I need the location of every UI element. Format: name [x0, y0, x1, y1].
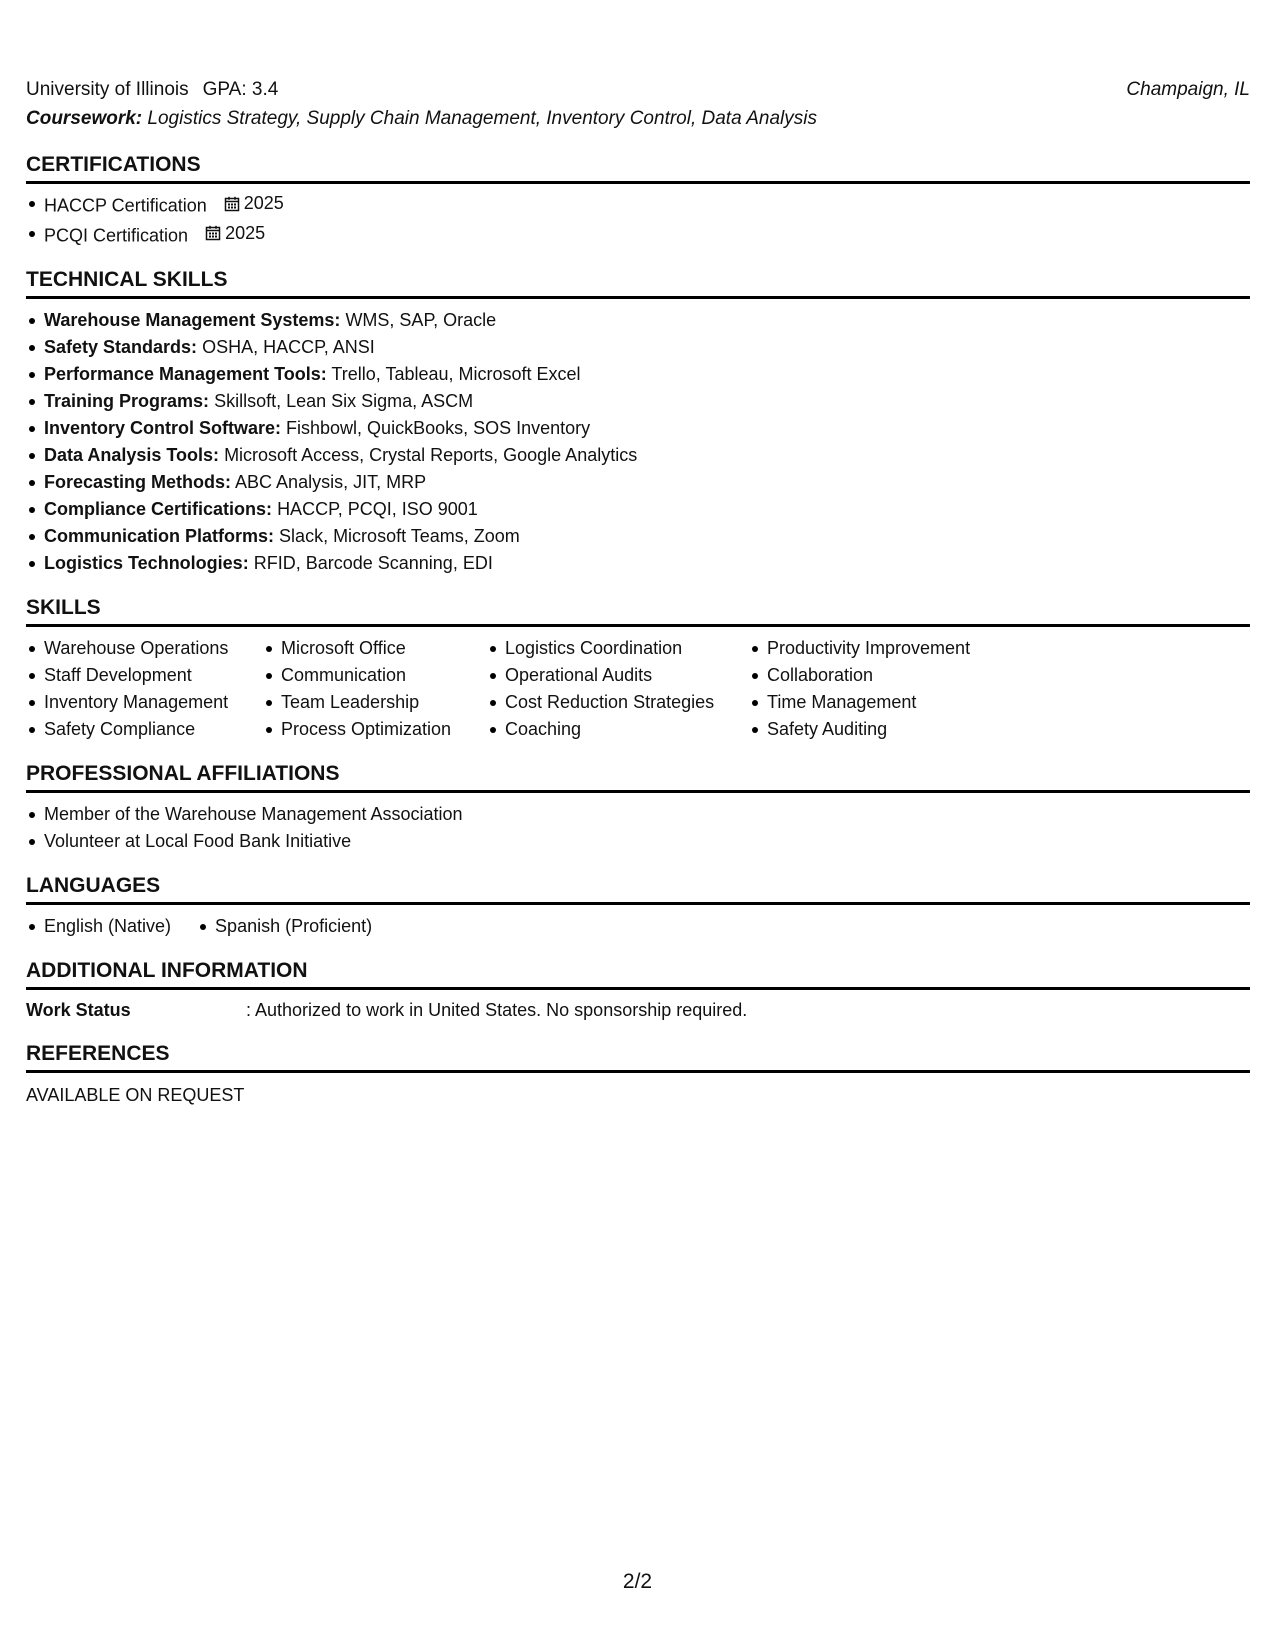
technical-skill-value: WMS, SAP, Oracle	[345, 310, 497, 330]
skill-item: Staff Development	[26, 662, 241, 689]
resume-page	[26, 76, 1250, 1108]
work-status-row	[26, 990, 1250, 1023]
section-title-languages: LANGUAGES	[26, 873, 1250, 905]
school-name: University of Illinois	[26, 79, 189, 100]
technical-skill-label: Warehouse Management Systems:	[44, 310, 341, 330]
section-title-affiliations: PROFESSIONAL AFFILIATIONS	[26, 761, 1250, 793]
skill-item: Process Optimization	[263, 716, 465, 743]
skill-item: Communication	[263, 662, 465, 689]
technical-skill-label: Performance Management Tools:	[44, 364, 327, 384]
technical-skill-label: Compliance Certifications:	[44, 499, 273, 519]
technical-skill-value: ABC Analysis, JIT, MRP	[235, 472, 427, 492]
technical-skill-item	[26, 469, 1250, 496]
skill-item: Safety Auditing	[749, 716, 1009, 743]
technical-skill-item	[26, 496, 1250, 523]
technical-skill-value: HACCP, PCQI, ISO 9001	[277, 499, 478, 519]
affiliation-item: Member of the Warehouse Management Association	[26, 801, 1250, 828]
certification-year: 2025	[243, 193, 284, 213]
technical-skill-item	[26, 388, 1250, 415]
page-number: 2/2	[622, 1570, 653, 1593]
technical-skill-value: OSHA, HACCP, ANSI	[202, 337, 375, 357]
gpa: GPA: 3.4	[202, 79, 279, 100]
technical-skill-label: Forecasting Methods:	[44, 472, 232, 492]
section-title-skills: SKILLS	[26, 595, 1250, 627]
school-location: Champaign, IL	[1126, 79, 1250, 100]
certification-item	[26, 220, 1250, 250]
technical-skill-item	[26, 361, 1250, 388]
technical-skill-item	[26, 334, 1250, 361]
calendar-icon	[224, 196, 240, 212]
skill-item: Logistics Coordination	[487, 635, 727, 662]
section-title-certifications: CERTIFICATIONS	[26, 152, 1250, 184]
technical-skill-label: Safety Standards:	[44, 337, 198, 357]
skill-item: Coaching	[487, 716, 727, 743]
skill-item: Operational Audits	[487, 662, 727, 689]
skill-item: Microsoft Office	[263, 635, 465, 662]
technical-skill-label: Training Programs:	[44, 391, 210, 411]
certification-name: HACCP Certification	[44, 195, 207, 216]
languages-list	[26, 905, 1250, 940]
coursework-list: Logistics Strategy, Supply Chain Management, Inventory Control, Data Analysis	[147, 108, 817, 129]
technical-skill-item	[26, 442, 1250, 469]
skill-item: Safety Compliance	[26, 716, 241, 743]
technical-skill-item	[26, 415, 1250, 442]
technical-skill-label: Logistics Technologies:	[44, 553, 249, 573]
skill-item: Collaboration	[749, 662, 1009, 689]
skills-column	[749, 635, 1009, 743]
skill-item: Productivity Improvement	[749, 635, 1009, 662]
skill-item: Cost Reduction Strategies	[487, 689, 727, 716]
technical-skill-item	[26, 550, 1250, 577]
technical-skill-item	[26, 307, 1250, 334]
technical-skill-value: Trello, Tableau, Microsoft Excel	[331, 364, 581, 384]
skill-item: Team Leadership	[263, 689, 465, 716]
technical-skill-label: Inventory Control Software:	[44, 418, 282, 438]
technical-skill-value: Microsoft Access, Crystal Reports, Google Analytics	[224, 445, 638, 465]
affiliation-item: Volunteer at Local Food Bank Initiative	[26, 828, 1250, 855]
technical-skill-item	[26, 523, 1250, 550]
skills-grid	[26, 627, 1250, 743]
section-title-additional-information: ADDITIONAL INFORMATION	[26, 958, 1250, 990]
skills-column	[26, 635, 241, 743]
technical-skill-value: Skillsoft, Lean Six Sigma, ASCM	[214, 391, 474, 411]
work-status-value: : Authorized to work in United States. No sponsorship required.	[246, 1000, 748, 1020]
technical-skill-label: Data Analysis Tools:	[44, 445, 220, 465]
calendar-icon	[205, 225, 221, 241]
skill-item: Inventory Management	[26, 689, 241, 716]
certification-name: PCQI Certification	[44, 225, 189, 245]
language-item: English (Native)	[26, 913, 171, 940]
certification-date	[205, 220, 265, 247]
certification-date	[224, 190, 284, 217]
certification-item	[26, 190, 1250, 220]
coursework-label: Coursework:	[26, 108, 143, 129]
technical-skill-value: RFID, Barcode Scanning, EDI	[253, 553, 493, 573]
technical-skill-value: Fishbowl, QuickBooks, SOS Inventory	[286, 418, 591, 438]
technical-skills-list	[26, 299, 1250, 577]
technical-skill-value: Slack, Microsoft Teams, Zoom	[279, 526, 520, 546]
skill-item: Warehouse Operations	[26, 635, 241, 662]
skill-item: Time Management	[749, 689, 1009, 716]
coursework-line	[26, 104, 1250, 134]
skills-column	[263, 635, 465, 743]
certification-year: 2025	[225, 222, 266, 243]
education-row	[26, 76, 1250, 104]
section-title-technical-skills: TECHNICAL SKILLS	[26, 267, 1250, 299]
work-status-label: Work Status	[26, 1000, 131, 1020]
skills-column	[487, 635, 727, 743]
certifications-list	[26, 184, 1250, 249]
language-item: Spanish (Proficient)	[197, 913, 372, 940]
references-text: AVAILABLE ON REQUEST	[26, 1085, 245, 1105]
education-school-block	[26, 76, 278, 104]
section-title-references: REFERENCES	[26, 1041, 1250, 1073]
technical-skill-label: Communication Platforms:	[44, 526, 275, 546]
affiliations-list	[26, 793, 1250, 855]
